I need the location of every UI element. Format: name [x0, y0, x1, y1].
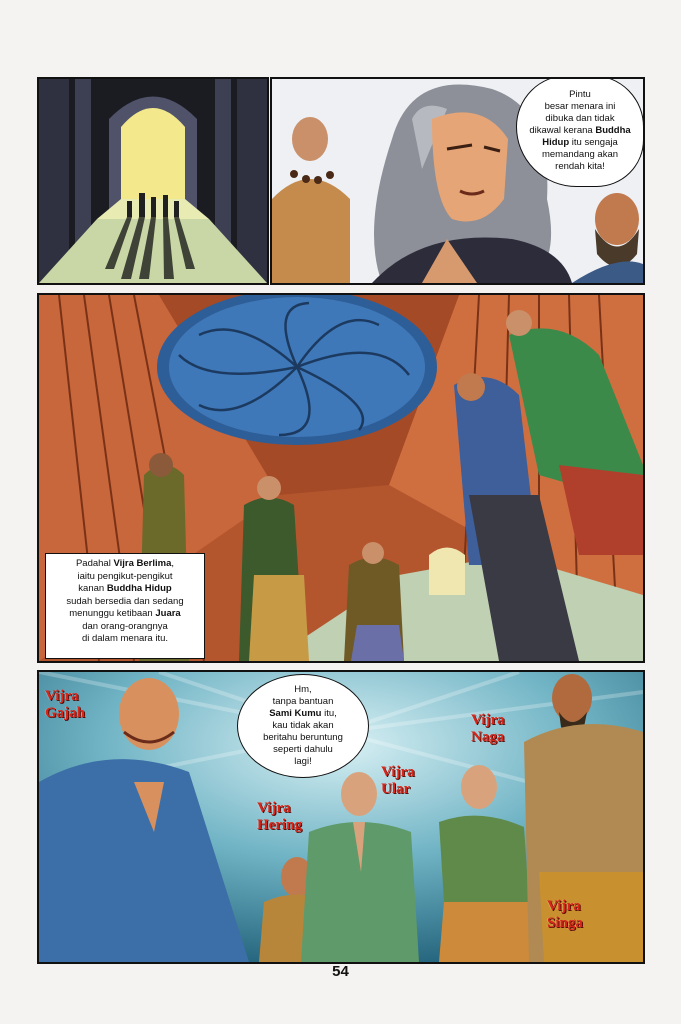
label-vijra-naga — [471, 712, 505, 746]
label-word: Vijra — [381, 764, 415, 780]
label-word: Ular — [381, 781, 411, 797]
bubble-line: rendah kita! — [555, 161, 605, 172]
label-word: Singa — [547, 915, 583, 931]
arched-gate-art — [39, 79, 267, 283]
caption-emphasis: Buddha Hidup — [106, 583, 172, 594]
label-word: Vijra — [45, 688, 79, 704]
bubble-emphasis: Buddha — [595, 125, 631, 136]
bubble-line: seperti dahulu — [273, 744, 333, 755]
caption-text: kanan — [78, 583, 107, 594]
bubble-line: kau tidak akan — [272, 720, 334, 731]
bubble-line: memandang akan — [541, 149, 619, 160]
caption-line — [50, 608, 200, 621]
bubble-line: Pintu — [569, 89, 591, 100]
caption-line — [50, 583, 200, 596]
label-word: Vijra — [547, 898, 581, 914]
bubble-line: dibuka dan tidak — [545, 113, 615, 124]
panel-five-vijra — [37, 670, 645, 964]
label-word: Naga — [471, 729, 505, 745]
label-vijra-ular — [381, 764, 415, 798]
bubble-line — [542, 137, 618, 149]
label-word: Vijra — [257, 800, 291, 816]
label-vijra-hering — [257, 800, 302, 834]
bubble-line — [529, 125, 630, 137]
bubble-text: dikawal kerana — [529, 125, 596, 136]
bubble-text: itu, — [321, 708, 337, 719]
label-vijra-singa — [547, 898, 583, 932]
narration-caption — [45, 553, 205, 659]
caption-emphasis: Juara — [155, 608, 181, 619]
page-number: 54 — [332, 963, 349, 980]
label-word: Vijra — [471, 712, 505, 728]
bubble-emphasis: Hidup — [542, 137, 570, 148]
caption-emphasis: Vijra Berlima — [113, 558, 172, 569]
bubble-line: beritahu beruntung — [263, 732, 343, 743]
hero-speech-bubble — [516, 77, 644, 187]
gajah-speech-bubble — [237, 674, 369, 778]
caption-line — [50, 558, 200, 571]
bubble-emphasis: Sami Kumu — [269, 708, 322, 719]
label-word: Gajah — [45, 705, 86, 721]
bubble-text: itu sengaja — [569, 137, 618, 148]
label-word: Hering — [257, 817, 302, 833]
panel-hero-speech — [270, 77, 645, 285]
label-vijra-gajah — [45, 688, 85, 722]
bubble-line: Hm, — [294, 684, 312, 695]
caption-line: di dalam menara itu. — [81, 633, 169, 644]
bubble-line: lagi! — [294, 756, 312, 767]
panel-tower-interior — [37, 293, 645, 663]
caption-line: iaitu pengikut-pengikut — [77, 570, 173, 582]
caption-line: dan orang-orangnya — [82, 620, 168, 632]
caption-text: menunggu ketibaan — [69, 608, 156, 619]
caption-text: , — [171, 558, 175, 569]
bubble-line: besar menara ini — [544, 101, 616, 112]
caption-text: Padahal — [75, 558, 114, 569]
bubble-line — [269, 708, 337, 720]
panel-arched-gate — [37, 77, 269, 285]
bubble-line: tanpa bantuan — [272, 696, 334, 707]
caption-line: sudah bersedia dan sedang — [66, 595, 184, 607]
